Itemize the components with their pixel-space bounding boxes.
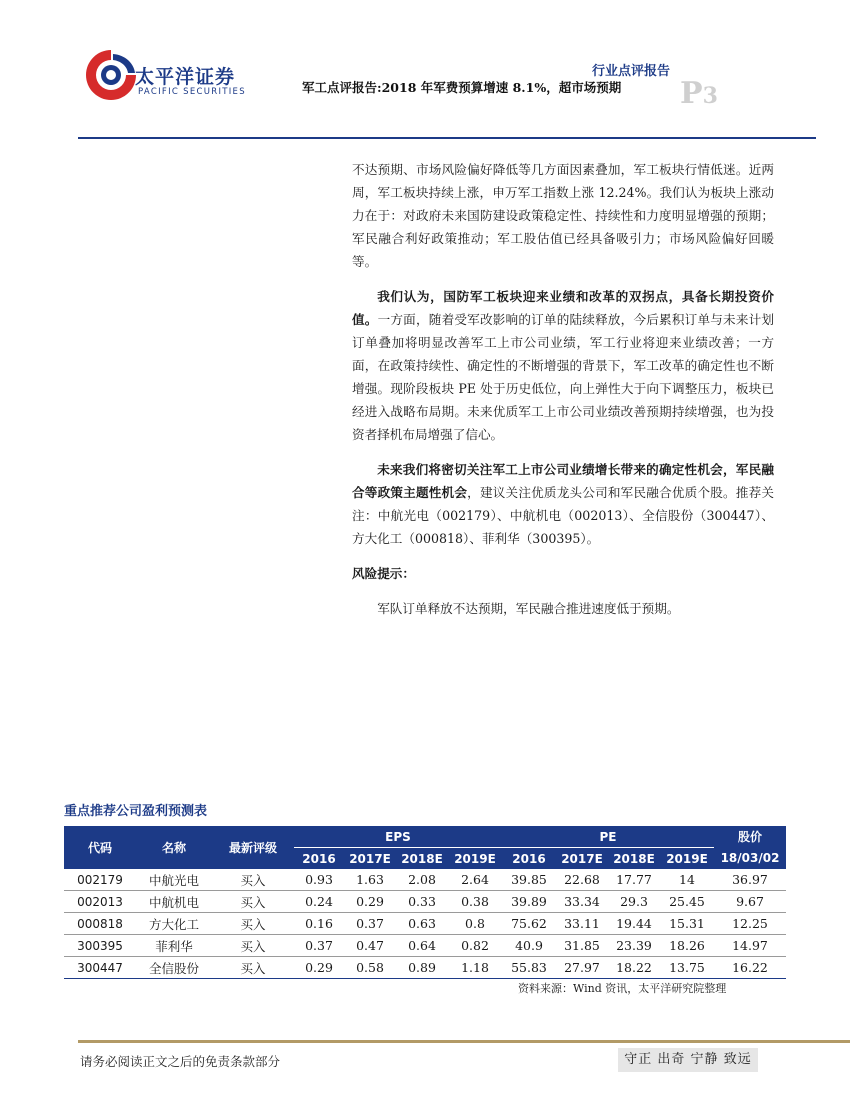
header-eps-year: 2016: [294, 848, 344, 870]
page-number: [680, 76, 718, 111]
cell-eps: 1.63: [344, 869, 396, 891]
paragraph-3-lead: 未来我们将密切关注军工上市公司业绩增长带来的确定性机会，军民融合等政策主题性机会: [352, 462, 774, 500]
paragraph-3: [352, 458, 774, 550]
header-pe-year: 2019E: [660, 848, 714, 870]
cell-eps: 0.33: [396, 891, 448, 913]
cell-name: 全信股份: [136, 957, 212, 979]
cell-eps: 0.29: [344, 891, 396, 913]
risk-text: 军队订单释放不达预期，军民融合推进速度低于预期。: [377, 601, 680, 616]
report-type: 行业点评报告: [591, 64, 670, 79]
header-eps-year: 2018E: [396, 848, 448, 870]
cell-pe: 19.44: [608, 913, 660, 935]
cell-rating: 买入: [212, 935, 294, 957]
cell-eps: 0.16: [294, 913, 344, 935]
header-pe: PE: [502, 826, 714, 848]
cell-price: 36.97: [714, 869, 786, 891]
cell-eps: 0.29: [294, 957, 344, 979]
table-row: [64, 957, 786, 979]
cell-code: 300395: [64, 935, 136, 957]
cell-pe: 27.97: [556, 957, 608, 979]
header-price-date: 18/03/02: [714, 848, 786, 870]
pacific-securities-logo-icon: [82, 46, 140, 104]
cell-name: 方大化工: [136, 913, 212, 935]
cell-eps: 0.89: [396, 957, 448, 979]
logo-text-cn: 太平洋证券: [135, 66, 236, 88]
cell-price: 14.97: [714, 935, 786, 957]
cell-pe: 40.9: [502, 935, 556, 957]
footer-rule: [78, 1040, 850, 1043]
paragraph-1: 不达预期、市场风险偏好降低等几方面因素叠加，军工板块行情低迷。近两周，军工板块持续上涨，申万军工指数上涨 12.24%。我们认为板块上涨动力在于：对政府未来国防建设政策稳定性、持续性和力度明显增强的预期；军民融合利好政策推动；军工股估值已经具备吸引力；市场风险偏好回暖等。: [352, 162, 774, 269]
header-rule: [78, 137, 816, 139]
header-pe-year: 2018E: [608, 848, 660, 870]
logo-text-en: PACIFIC SECURITIES: [138, 87, 246, 97]
cell-eps: 0.58: [344, 957, 396, 979]
cell-rating: 买入: [212, 957, 294, 979]
header-eps-year: 2019E: [448, 848, 502, 870]
body-content: [352, 158, 774, 632]
cell-eps: 0.37: [294, 935, 344, 957]
cell-eps: 0.47: [344, 935, 396, 957]
cell-code: 300447: [64, 957, 136, 979]
cell-pe: 17.77: [608, 869, 660, 891]
cell-name: 中航光电: [136, 869, 212, 891]
header-eps: EPS: [294, 826, 502, 848]
page-letter: P: [680, 76, 703, 111]
cell-pe: 18.26: [660, 935, 714, 957]
risk-heading: [352, 562, 774, 585]
cell-eps: 1.18: [448, 957, 502, 979]
cell-pe: 23.39: [608, 935, 660, 957]
header-pe-year: 2016: [502, 848, 556, 870]
cell-pe: 13.75: [660, 957, 714, 979]
cell-pe: 33.34: [556, 891, 608, 913]
cell-pe: 31.85: [556, 935, 608, 957]
cell-pe: 22.68: [556, 869, 608, 891]
cell-rating: 买入: [212, 891, 294, 913]
cell-pe: 75.62: [502, 913, 556, 935]
cell-price: 9.67: [714, 891, 786, 913]
table-row: [64, 891, 786, 913]
cell-price: 16.22: [714, 957, 786, 979]
cell-eps: 0.8: [448, 913, 502, 935]
cell-pe: 15.31: [660, 913, 714, 935]
cell-pe: 39.89: [502, 891, 556, 913]
table-title: 重点推荐公司盈利预测表: [64, 804, 208, 819]
cell-eps: 0.82: [448, 935, 502, 957]
cell-rating: 买入: [212, 869, 294, 891]
cell-rating: 买入: [212, 913, 294, 935]
header-price: 股价: [714, 826, 786, 848]
cell-pe: 33.11: [556, 913, 608, 935]
cell-eps: 2.08: [396, 869, 448, 891]
cell-code: 002013: [64, 891, 136, 913]
page-digit: 3: [702, 83, 718, 109]
paragraph-2: [352, 285, 774, 446]
table-row: [64, 869, 786, 891]
paragraph-3-text: ，建议关注优质龙头公司和军民融合优质个股。推荐关注：中航光电（002179）、中航机电（002013）、全信股份（300447）、方大化工（000818）、菲利华（300395）。: [352, 485, 775, 546]
cell-pe: 29.3: [608, 891, 660, 913]
footer-slogan: 守正 出奇 宁静 致远: [618, 1048, 758, 1072]
report-title: 军工点评报告:2018 年军费预算增速 8.1%，超市场预期: [302, 80, 622, 95]
paragraph-2-lead: 我们认为，国防军工板块迎来业绩和改革的双拐点，具备长期投资价值。: [352, 289, 774, 327]
cell-eps: 0.93: [294, 869, 344, 891]
header-pe-year: 2017E: [556, 848, 608, 870]
header-rating: 最新评级: [212, 826, 294, 869]
table-row: [64, 913, 786, 935]
paragraph-2-text: 一方面，随着受军改影响的订单的陆续释放，今后累积订单与未来计划订单叠加将明显改善军工上市公司业绩，军工行业将迎来业绩改善；一方面，在政策持续性、确定性的不断增强的背景下，军工改革的确定性也不断增强。现阶段板块 PE 处于历史低位，向上弹性大于向下调整压力，板块已经进入战略布局期。未来优质军工上市公司业绩改善预期持续增强，也为投资者择机布局增强了信心。: [352, 312, 775, 442]
earnings-forecast-table: [64, 826, 786, 979]
header-name: 名称: [136, 826, 212, 869]
cell-pe: 25.45: [660, 891, 714, 913]
cell-eps: 0.37: [344, 913, 396, 935]
cell-name: 菲利华: [136, 935, 212, 957]
header-code: 代码: [64, 826, 136, 869]
cell-code: 002179: [64, 869, 136, 891]
cell-eps: 0.63: [396, 913, 448, 935]
cell-name: 中航机电: [136, 891, 212, 913]
header-eps-year: 2017E: [344, 848, 396, 870]
cell-eps: 0.38: [448, 891, 502, 913]
risk-heading-text: 风险提示：: [352, 566, 415, 581]
footer-disclaimer: 请务必阅读正文之后的免责条款部分: [80, 1054, 281, 1069]
cell-pe: 14: [660, 869, 714, 891]
cell-eps: 2.64: [448, 869, 502, 891]
cell-eps: 0.64: [396, 935, 448, 957]
company-logo: [82, 46, 262, 106]
cell-eps: 0.24: [294, 891, 344, 913]
cell-price: 12.25: [714, 913, 786, 935]
table-header-row-1: [64, 826, 786, 848]
table-row: [64, 935, 786, 957]
table-source: 资料来源：Wind 资讯，太平洋研究院整理: [518, 982, 727, 995]
cell-pe: 18.22: [608, 957, 660, 979]
cell-pe: 39.85: [502, 869, 556, 891]
cell-pe: 55.83: [502, 957, 556, 979]
cell-code: 000818: [64, 913, 136, 935]
